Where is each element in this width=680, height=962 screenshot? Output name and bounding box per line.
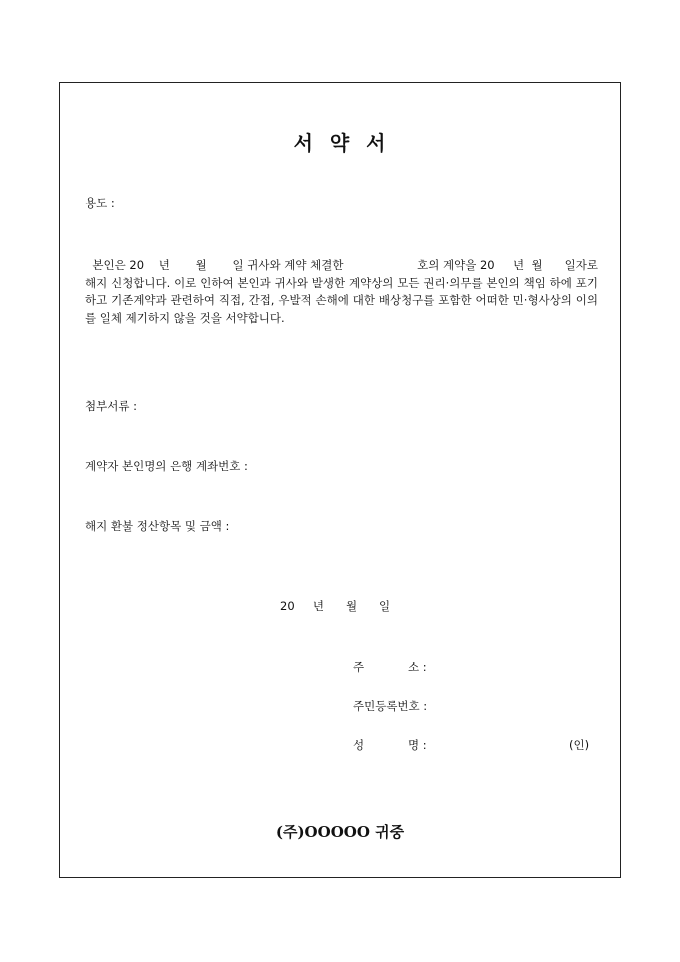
seal-mark: (인) [569,738,590,752]
refund-items-label: 해지 환불 정산항목 및 금액 : [85,519,230,533]
address-label: 주 소 : [353,660,427,674]
recipient-company: (주)OOOOO 귀중 [275,823,405,841]
name-label: 성 명 : [353,738,427,752]
bank-account-label: 계약자 본인명의 은행 계좌번호 : [85,459,248,473]
attachments-label: 첨부서류 : [85,399,137,413]
date-line: 20 년 월 일 [280,599,391,613]
document-title: 서 약 서 [293,131,387,155]
purpose-label: 용도 : [85,196,115,210]
document-frame [59,82,621,878]
resident-number-label: 주민등록번호 : [353,699,428,713]
pledge-body-text: 본인은 20 년 월 일 귀사와 계약 체결한 호의 계약을 20 년 월 일자로 해지 신청합니다. 이로 인하여 본인과 귀사와 발생한 계약상의 모든 권리·의무를 본인의 책임 하에 포기하고 기존계약과 관련하여 직접, 간접, 우발적 손해에 대한 배상청구를 포함한 어떠한 민·형사상의 이의를 일체 제기하지 않을 것을 서약합니다. [85,258,602,325]
